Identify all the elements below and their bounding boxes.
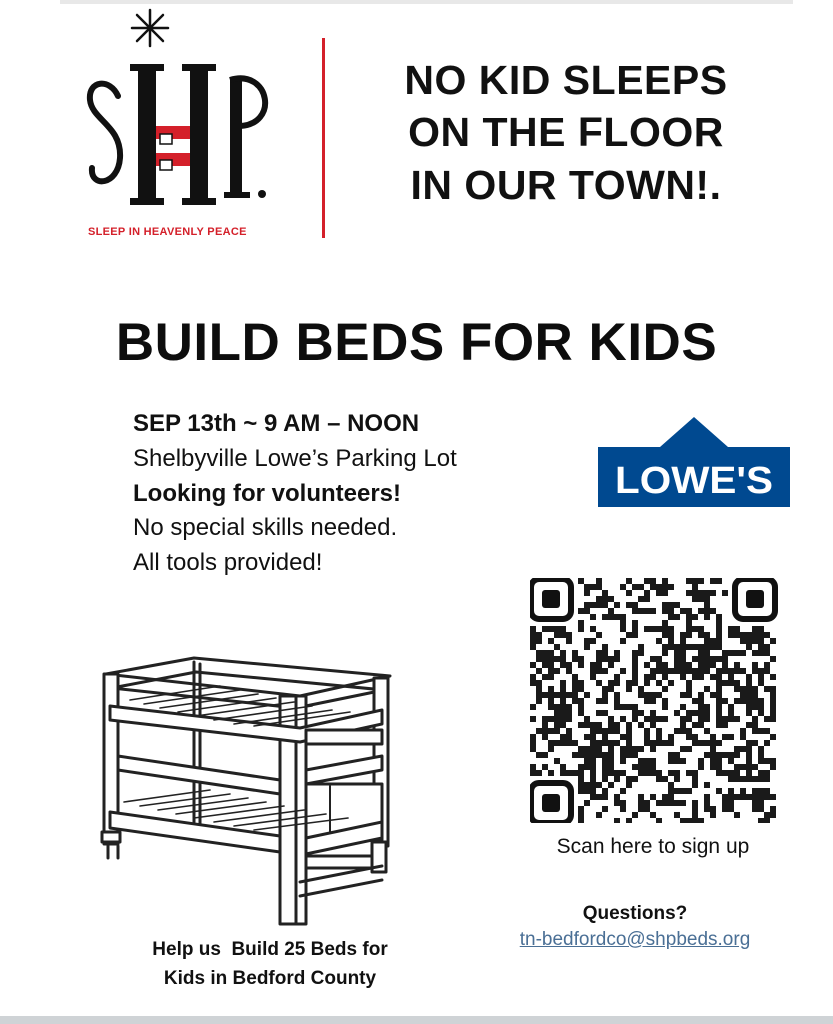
bunk-bed-icon [100,652,395,927]
event-location: Shelbyville Lowe’s Parking Lot [133,444,457,472]
page-edge-top [60,0,793,4]
red-divider [322,38,325,238]
motto-line: ON THE FLOOR [408,109,724,156]
logo-s-shape [90,84,120,182]
motto-line: IN OUR TOWN!. [410,161,722,208]
motto-line: NO KID SLEEPS [404,57,728,103]
event-date-time: SEP 13th ~ 9 AM – NOON [133,410,420,437]
qr-code[interactable] [530,578,778,823]
lowes-logo-text: LOWE'S [615,460,773,502]
headline: BUILD BEDS FOR KIDS [115,313,718,372]
volunteer-call: Looking for volunteers! [133,479,402,507]
qr-caption: Scan here to sign up [556,835,750,858]
event-details [133,407,457,581]
lowes-logo [598,415,790,507]
contact-email-link[interactable]: tn-bedfordco@shpbeds.org [519,929,751,950]
motto [356,54,776,211]
tools-note: All tools provided! [133,549,323,577]
contact [470,903,800,951]
star-icon [132,10,168,46]
questions-label: Questions? [582,903,688,924]
logo-tagline: SLEEP IN HEAVENLY PEACE [88,226,247,238]
shp-logo [80,8,300,243]
shp-logo-mark [80,8,300,218]
build-goal [100,935,440,994]
build-goal-line: Help us Build 25 Beds for [152,939,388,960]
build-goal-line: Kids in Bedford County [163,968,377,990]
skills-note: No special skills needed. [133,514,398,542]
page-edge-bottom [0,1016,833,1024]
